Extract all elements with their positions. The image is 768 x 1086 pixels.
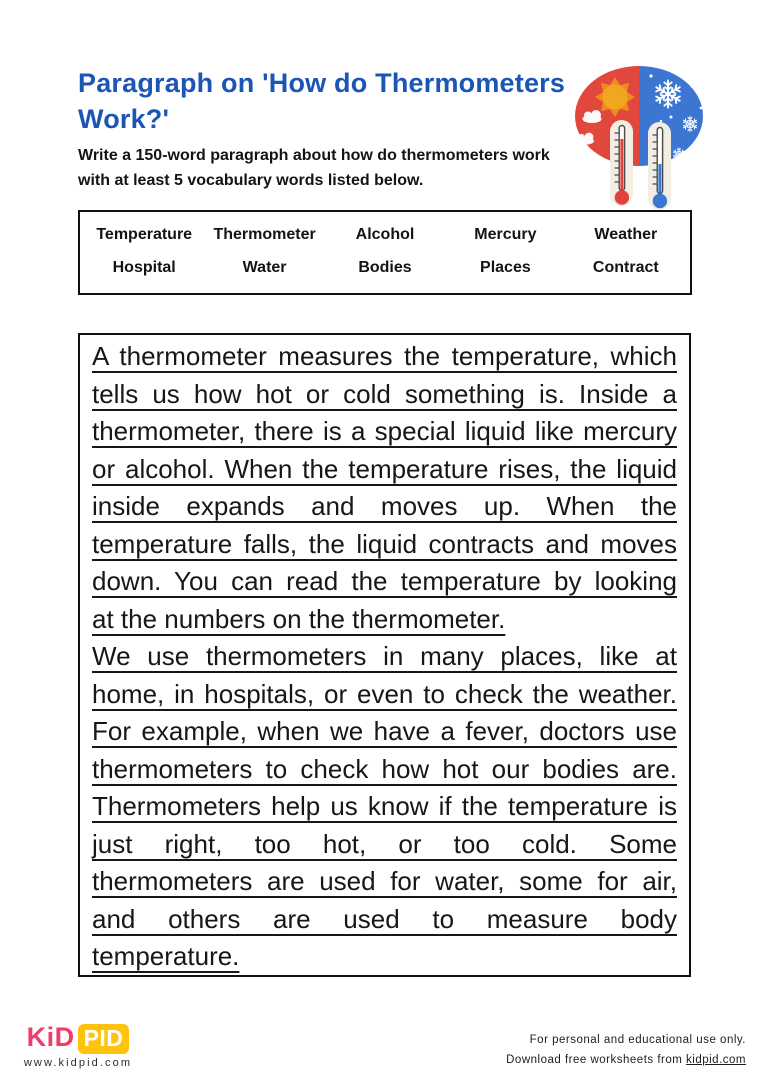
paragraph-line: down. You can read the temperature by looking (92, 566, 677, 596)
paragraph-line: For example, when we have a fever, doctors use (92, 716, 677, 746)
vocab-word: Temperature (96, 225, 193, 243)
vocab-word: Bodies (358, 259, 412, 277)
footer-usage-line: For personal and educational use only. (529, 1034, 746, 1046)
paragraph-line: temperature. (92, 941, 240, 971)
kidpid-logo (16, 1022, 140, 1069)
answer-paragraph-box (78, 333, 691, 977)
footer-download-line (506, 1050, 746, 1070)
paragraph-line: thermometers to check how hot our bodies are. (92, 753, 677, 784)
paragraph-line: thermometers are used for water, some for air, (92, 866, 677, 896)
logo-website-text: www.kidpid.com (23, 1057, 133, 1069)
instructions-text: Write a 150-word paragraph about how do thermometers work with at least 5 vocabulary words listed below. (78, 147, 550, 189)
paragraph-line: thermometer, there is a special liquid like mercury (92, 416, 677, 446)
thermometer-cold-icon (648, 122, 671, 210)
paragraph-line: or alcohol. When the temperature rises, the liquid (92, 453, 677, 484)
sun-icon (595, 77, 635, 117)
logo-kid-text: KiD (26, 1022, 75, 1052)
vocab-word: Alcohol (355, 225, 415, 243)
paragraph-line: Thermometers help us know if the temperature is (92, 791, 677, 821)
vocab-word: Hospital (112, 259, 176, 277)
vocabulary-box (78, 210, 692, 295)
vocab-word: Water (242, 259, 287, 277)
paragraph-line: home, in hospitals, or even to check the weather. (92, 678, 677, 709)
footer-note (506, 1030, 746, 1070)
vocab-word: Mercury (474, 225, 537, 243)
paragraph-line: and others are used to measure body (92, 903, 677, 934)
footer-download-text: Download free worksheets from (506, 1054, 687, 1067)
paragraph-line: just right, too hot, or too cold. Some (92, 828, 677, 859)
vocab-word: Places (480, 259, 531, 277)
paragraph-line: inside expands and moves up. When the (92, 491, 677, 521)
thermometer-hot-icon (610, 120, 633, 206)
hot-cold-thermometers-illustration (574, 64, 706, 214)
paragraph-line: at the numbers on the thermometer. (92, 603, 506, 634)
logo-pid-badge: PID (78, 1024, 130, 1054)
vocab-word: Thermometer (213, 225, 316, 243)
page-title: Paragraph on 'How do Thermometers Work?' (78, 68, 566, 134)
paragraph-line: We use thermometers in many places, like at (92, 641, 677, 671)
vocab-word: Contract (592, 259, 659, 277)
vocab-word: Weather (594, 225, 658, 243)
paragraph-line: temperature falls, the liquid contracts and moves (92, 528, 677, 559)
kidpid-link[interactable]: kidpid.com (686, 1054, 746, 1067)
paragraph-line: tells us how hot or cold something is. Inside a (92, 378, 677, 409)
paragraph-line: A thermometer measures the temperature, which (92, 341, 677, 371)
